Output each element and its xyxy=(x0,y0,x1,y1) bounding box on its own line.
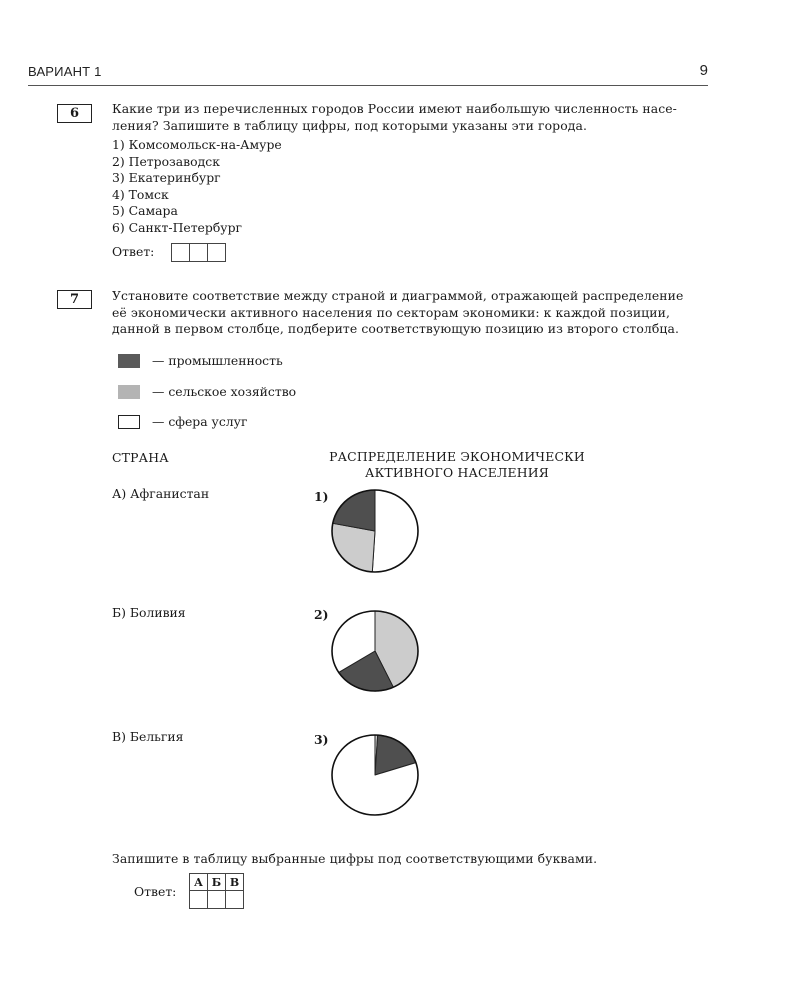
option-1: 1) Комсомольск-на-Амуре xyxy=(112,137,282,152)
option-4: 4) Томск xyxy=(112,186,169,202)
variant-label: ВАРИАНТ 1 xyxy=(28,64,102,79)
question-6-text-line-1: Какие три из перечисленных городов России имеют наибольшую численность насе- xyxy=(112,101,677,116)
chart-label-2: 2) xyxy=(314,607,329,622)
option-5: 5) Самара xyxy=(112,203,178,218)
option-6: 6) Санкт-Петербург xyxy=(112,219,242,235)
column-header-distribution-line-1: РАСПРЕДЕЛЕНИЕ ЭКОНОМИЧЕСКИ xyxy=(329,449,585,464)
answer-cell-v[interactable] xyxy=(226,891,244,909)
answer-header-a: А xyxy=(190,874,208,891)
answer-header-v: В xyxy=(226,874,244,891)
option-3: 3) Екатеринбург xyxy=(112,170,221,185)
question-6-text-line-2: ления? Запишите в таблицу цифры, под которыми указаны эти города. xyxy=(112,117,588,133)
country-a: А) Афганистан xyxy=(112,486,210,501)
chart-label-1: 1) xyxy=(314,489,329,504)
answer-cell-a[interactable] xyxy=(190,891,208,909)
legend-label-agriculture: — сельское хозяйство xyxy=(152,384,297,399)
question-7-number-box: 7 xyxy=(57,290,92,309)
legend-label-services: — сфера услуг xyxy=(152,414,248,429)
legend-label-industry: — промышленность xyxy=(152,353,283,368)
question-6-number-box: 6 xyxy=(57,104,92,123)
question-6-answer-label: Ответ: xyxy=(112,244,155,259)
option-2: 2) Петрозаводск xyxy=(112,153,220,169)
column-header-country: СТРАНА xyxy=(112,450,169,465)
question-7-answer-table xyxy=(189,873,244,909)
country-b: Б) Боливия xyxy=(112,605,186,620)
answer-header-b: Б xyxy=(208,874,226,891)
question-7-text-line-1: Установите соответствие между страной и диаграммой, отражающей распределение xyxy=(112,288,684,303)
page-number: 9 xyxy=(699,62,708,79)
column-header-distribution-line-2: АКТИВНОГО НАСЕЛЕНИЯ xyxy=(365,465,549,480)
question-7-instruction: Запишите в таблицу выбранные цифры под соответствующими буквами. xyxy=(112,851,598,866)
question-7-text-line-2: её экономически активного населения по секторам экономики: к каждой позиции, xyxy=(112,304,671,320)
answer-cell-b[interactable] xyxy=(208,891,226,909)
question-7-text-line-3: данной в первом столбце, подберите соответствующую позицию из второго столбца. xyxy=(112,321,680,336)
chart-label-3: 3) xyxy=(314,732,329,747)
country-c: В) Бельгия xyxy=(112,729,184,744)
question-7-answer-label: Ответ: xyxy=(134,884,177,899)
